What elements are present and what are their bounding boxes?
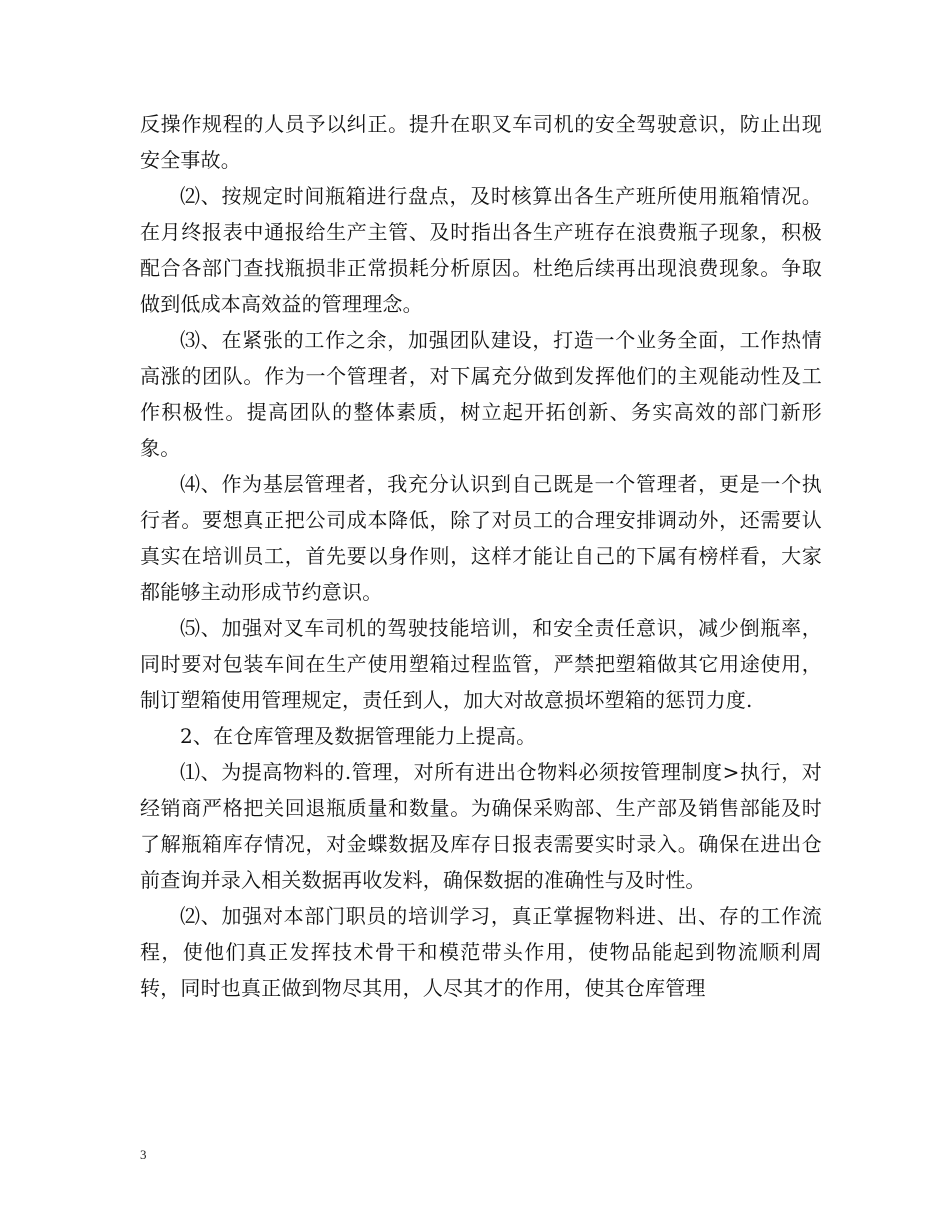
paragraph: ⑶、在紧张的工作之余，加强团队建设，打造一个业务全面，工作热情高涨的团队。作为一个管理者，对下属充分做到发挥他们的主观能动性及工作积极性。提高团队的整体素质，树立起开拓创新、务实高效的部门新形象。	[140, 328, 822, 460]
paragraph: 2、在仓库管理及数据管理能力上提高。	[180, 724, 537, 748]
document-body	[140, 106, 822, 1006]
paragraph: ⑵、按规定时间瓶箱进行盘点，及时核算出各生产班所使用瓶箱情况。在月终报表中通报给生产主管、及时指出各生产班存在浪费瓶子现象，积极配合各部门查找瓶损非正常损耗分析原因。杜绝后续再出现浪费现象。争取做到低成本高效益的管理理念。	[140, 184, 822, 316]
paragraph: ⑸、加强对叉车司机的驾驶技能培训，和安全责任意识，减少倒瓶率，同时要对包装车间在生产使用塑箱过程监管，严禁把塑箱做其它用途使用，制订塑箱使用管理规定，责任到人，加大对故意损坏塑箱的惩罚力度.	[140, 616, 822, 712]
paragraph: ⑷、作为基层管理者，我充分认识到自己既是一个管理者，更是一个执行者。要想真正把公司成本降低，除了对员工的合理安排调动外，还需要认真实在培训员工，首先要以身作则，这样才能让自己的下属有榜样看，大家都能够主动形成节约意识。	[140, 472, 822, 604]
page-number: 3	[140, 1147, 147, 1162]
paragraph: 反操作规程的人员予以纠正。提升在职叉车司机的安全驾驶意识，防止出现安全事故。	[140, 112, 822, 172]
paragraph: ⑴、为提高物料的.管理，对所有进出仓物料必须按管理制度>执行，对经销商严格把关回退瓶质量和数量。为确保采购部、生产部及销售部能及时了解瓶箱库存情况，对金蝶数据及库存日报表需要实时录入。确保在进出仓前查询并录入相关数据再收发料，确保数据的准确性与及时性。	[140, 760, 822, 892]
paragraph: ⑵、加强对本部门职员的培训学习，真正掌握物料进、出、存的工作流程，使他们真正发挥技术骨干和模范带头作用，使物品能起到物流顺利周转，同时也真正做到物尽其用，人尽其才的作用，使其仓库管理	[140, 904, 822, 1000]
